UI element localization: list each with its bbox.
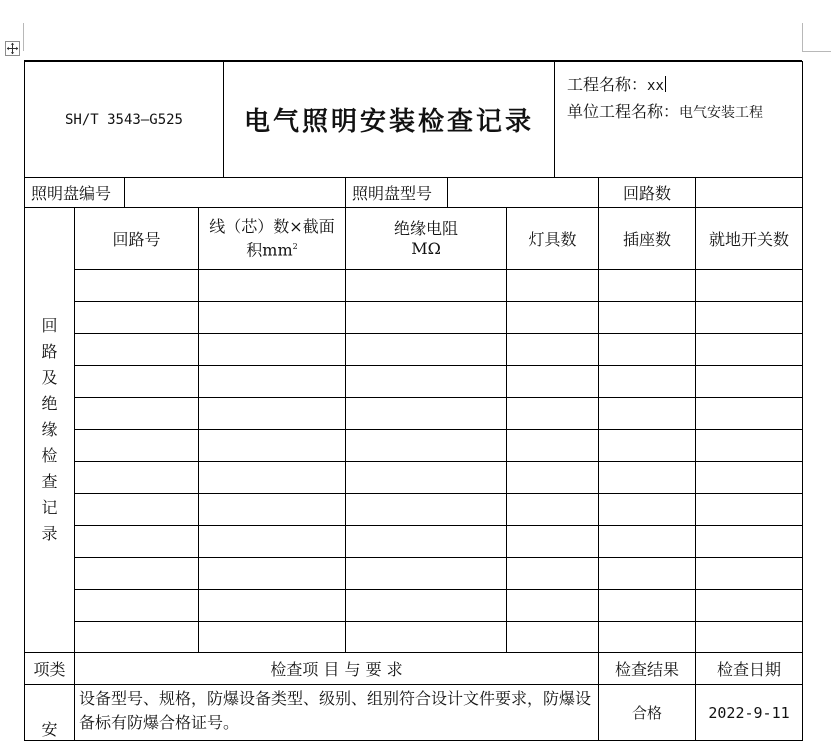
table-cell[interactable] xyxy=(599,526,696,558)
item-type-header: 项类 xyxy=(25,653,75,685)
table-row xyxy=(25,430,803,462)
table-cell[interactable] xyxy=(199,622,346,653)
inspection-date[interactable]: 2022-9-11 xyxy=(696,685,803,741)
table-cell[interactable] xyxy=(599,494,696,526)
table-cell[interactable] xyxy=(599,430,696,462)
unit-project-value[interactable]: 电气安装工程 xyxy=(679,105,764,121)
table-cell[interactable] xyxy=(696,270,803,302)
table-cell[interactable] xyxy=(507,622,599,653)
column-header-sockets: 插座数 xyxy=(599,208,696,270)
table-cell[interactable] xyxy=(599,558,696,590)
table-row xyxy=(25,526,803,558)
table-cell[interactable] xyxy=(599,270,696,302)
table-cell[interactable] xyxy=(346,526,507,558)
table-cell[interactable] xyxy=(75,526,199,558)
project-name-line xyxy=(567,72,802,99)
table-cell[interactable] xyxy=(75,494,199,526)
table-cell[interactable] xyxy=(75,334,199,366)
table-cell[interactable] xyxy=(346,302,507,334)
table-cell[interactable] xyxy=(75,430,199,462)
table-cell[interactable] xyxy=(507,558,599,590)
table-cell[interactable] xyxy=(346,590,507,622)
table-cell[interactable] xyxy=(199,270,346,302)
table-cell[interactable] xyxy=(75,558,199,590)
section-label-circuit-insulation: 回 路 及 绝 缘 检 查 记 录 xyxy=(25,208,75,653)
table-cell[interactable] xyxy=(346,622,507,653)
table-cell[interactable] xyxy=(199,430,346,462)
table-cell[interactable] xyxy=(507,398,599,430)
table-cell[interactable] xyxy=(199,302,346,334)
table-cell[interactable] xyxy=(75,590,199,622)
table-cell[interactable] xyxy=(696,622,803,653)
table-cell[interactable] xyxy=(346,558,507,590)
table-row xyxy=(25,302,803,334)
table-row xyxy=(25,398,803,430)
table-cell[interactable] xyxy=(696,398,803,430)
column-header-wire: 线（芯）数×截面 积$mm^2$ xyxy=(199,208,346,270)
inspection-item-text[interactable]: 设备型号、规格，防爆设备类型、级别、组别符合设计文件要求，防爆设备标有防爆合格证号。 xyxy=(75,685,599,741)
table-cell[interactable] xyxy=(599,590,696,622)
circuit-count-label: 回路数 xyxy=(599,178,696,208)
table-cell[interactable] xyxy=(696,462,803,494)
table-cell[interactable] xyxy=(599,622,696,653)
table-cell[interactable] xyxy=(696,366,803,398)
table-cell[interactable] xyxy=(199,366,346,398)
table-cell[interactable] xyxy=(199,334,346,366)
unit-project-label: 单位工程名称： xyxy=(567,102,680,121)
table-row xyxy=(25,590,803,622)
panel-type-label: 照明盘型号 xyxy=(346,178,448,208)
table-cell[interactable] xyxy=(199,526,346,558)
project-info-cell[interactable] xyxy=(555,62,803,178)
result-header: 检查结果 xyxy=(599,653,696,685)
table-cell[interactable] xyxy=(696,494,803,526)
item-category: 安 xyxy=(25,685,75,741)
date-header: 检查日期 xyxy=(696,653,803,685)
table-cell[interactable] xyxy=(75,302,199,334)
table-cell[interactable] xyxy=(599,366,696,398)
column-header-lamps: 灯具数 xyxy=(507,208,599,270)
table-cell[interactable] xyxy=(599,334,696,366)
circuit-table xyxy=(24,177,803,741)
table-cell[interactable] xyxy=(599,398,696,430)
table-cell[interactable] xyxy=(75,462,199,494)
text-cursor xyxy=(665,76,666,92)
document-title: 电气照明安装检查记录 xyxy=(224,62,555,178)
table-cell[interactable] xyxy=(199,462,346,494)
table-cell[interactable] xyxy=(696,526,803,558)
panel-type-value[interactable] xyxy=(448,178,599,208)
table-row xyxy=(25,558,803,590)
table-cell[interactable] xyxy=(599,302,696,334)
table-cell[interactable] xyxy=(507,334,599,366)
table-cell[interactable] xyxy=(599,462,696,494)
table-cell[interactable] xyxy=(346,334,507,366)
project-name-label: 工程名称： xyxy=(567,75,648,94)
table-cell[interactable] xyxy=(346,430,507,462)
table-cell[interactable] xyxy=(346,494,507,526)
table-cell[interactable] xyxy=(75,270,199,302)
table-row xyxy=(25,622,803,653)
table-row xyxy=(25,462,803,494)
standard-code: SH/T 3543—G525 xyxy=(25,62,224,178)
table-cell[interactable] xyxy=(346,366,507,398)
table-cell[interactable] xyxy=(75,622,199,653)
column-header-insulation: 绝缘电阻 MΩ xyxy=(346,208,507,270)
table-cell[interactable] xyxy=(199,398,346,430)
header-table xyxy=(24,61,803,178)
column-header-circuit-no: 回路号 xyxy=(75,208,199,270)
panel-number-value[interactable] xyxy=(125,178,346,208)
column-header-local-switches: 就地开关数 xyxy=(696,208,803,270)
table-row xyxy=(25,366,803,398)
crop-mark-left xyxy=(9,23,24,51)
unit-project-line xyxy=(567,99,802,126)
table-cell[interactable] xyxy=(507,526,599,558)
table-cell[interactable] xyxy=(696,590,803,622)
table-cell[interactable] xyxy=(199,494,346,526)
table-row xyxy=(25,334,803,366)
table-cell[interactable] xyxy=(507,270,599,302)
table-cell[interactable] xyxy=(199,590,346,622)
table-cell[interactable] xyxy=(346,462,507,494)
table-cell[interactable] xyxy=(507,494,599,526)
table-cell[interactable] xyxy=(696,558,803,590)
table-cell[interactable] xyxy=(696,302,803,334)
table-cell[interactable] xyxy=(696,334,803,366)
table-cell[interactable] xyxy=(346,398,507,430)
table-cell[interactable] xyxy=(696,430,803,462)
table-cell[interactable] xyxy=(507,366,599,398)
inspection-items-header: 检查项 目 与 要 求 xyxy=(75,653,599,685)
project-name-value[interactable]: xx xyxy=(647,78,664,94)
table-cell[interactable] xyxy=(75,398,199,430)
table-row xyxy=(25,494,803,526)
panel-number-label: 照明盘编号 xyxy=(25,178,125,208)
circuit-count-value[interactable] xyxy=(696,178,803,208)
table-cell[interactable] xyxy=(346,270,507,302)
table-cell[interactable] xyxy=(507,430,599,462)
table-cell[interactable] xyxy=(507,590,599,622)
table-row xyxy=(25,270,803,302)
inspection-record-document xyxy=(24,60,802,741)
table-cell[interactable] xyxy=(507,462,599,494)
table-cell[interactable] xyxy=(75,366,199,398)
crop-mark-right xyxy=(802,23,831,52)
table-cell[interactable] xyxy=(507,302,599,334)
inspection-result[interactable]: 合格 xyxy=(599,685,696,741)
table-cell[interactable] xyxy=(199,558,346,590)
